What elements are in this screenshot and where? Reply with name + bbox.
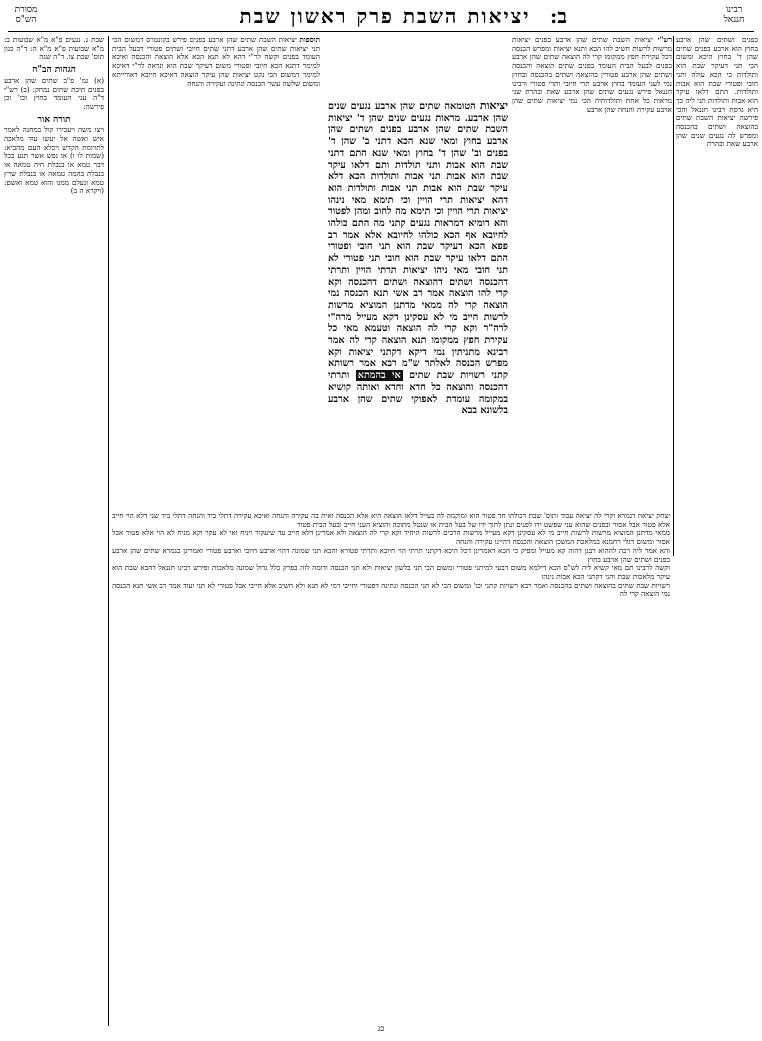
bottom-commentary <box>112 512 670 1012</box>
gemara-lead-word: יציאות <box>479 100 508 112</box>
commentary-paragraph: רשויות שבת שתים בהוצאה ושתים בהכנסה ואמר רבא רשויות קתני וכו' ומשום הכי לא תני הכנסה ונתינה דפטורי וחייבי דמי לא תנא ולא חשיב אלא חייבי אבל פטורי לא תני ועוד אמר רב אשי תנא הכנסה נמי הוצאה קרי לה <box>112 580 670 599</box>
hagahot-title: הגהות הב"ח <box>32 65 76 76</box>
daf-number: ב: <box>549 4 567 28</box>
hagahot-text: (א) גמ' פ"ב שתים שהן ארבע בפנים תיבת שתים נמחק: (ב) רש"י ד"ה עני העומד בחוץ וכו' וכן פירשה: <box>4 75 104 111</box>
rashi-text: יציאות השבת שתים שהן ארבע בפנים יציאות מרשות לרשות חשיב להו הכא ותנא יציאות ומפרש הכנסה דכל עקירת חפץ ממקומו קרי לה הוצאה שתים שהן ארבע בפנים לבעל הבית העומד בפנים שתים הוצאה והכנסה ושתים שהן ארבע פטורין בהוצאה ושתים בהכנסה ובחוץ נמי לעני העומד בחוץ ארבע תרי חיובי ותרי פטורי ורבינו חננאל פירש נגעים שתים שהן ארבע שאת ובהרת שני מראות כל אחת ותולדותיה הכי נמי יציאות שתים שהן ארבע עקירה והנחה שהן ארבע <box>512 36 672 114</box>
tosafot-column <box>112 36 320 506</box>
commentary-paragraph: ממאי מדתנן המוציא מרשות לרשות חייב מי לא עסקינן דקא מעייל מרשות הרבים לרשות היחיד וקא קרי לה הוצאה ולא אמרינן דלא חייב עד שיעקור ויניח ואי לא עקר וקא מניח לא הוי אלא פטור אבל אסור ומשום דגלי רחמנא במלאכת המשכן הוצאה והכנסה דהיינו עקירה והנחה <box>112 528 670 547</box>
masoret-label-line1: מסורת <box>14 5 38 15</box>
rabbeinu-label-line1: רבינו <box>725 5 743 15</box>
page-title: יציאות השבת פרק ראשון שבת <box>239 4 531 28</box>
rabbeinu-chananel-column <box>676 36 758 536</box>
gemara-body-2: ותרתי דהכנסה ושתים דהוצאה ושתים דהכנסה וקא קרי להו הוצאה אמר רב אשי תנא הכנסה נמי הוצאה קרי לה ממאי מדתנן המוציא מרשות לרשות חייב מי לא עסקינן דקא מעייל מרה"י לרה"ר וקא קרי לה הוצאה וטעמא מאי כל עקירת חפץ ממקומו תנא הוצאה קרי לה אמר רבינא מתניתין נמי דיקא דקתני יציאות וקא מפרש הכנסה לאלתר ש"מ רבא אמר רשותא קתני רשויות שבת שתים <box>328 264 508 382</box>
masoret-label <box>6 5 46 25</box>
masoret-text: שבת ג. נגעים פ"א מ"א שבועות ב: מ"א שבועות פ"א מ"א ה: ד"ה כגון תוס' שבת צו. ד"ה שגה <box>4 36 104 62</box>
header-rule <box>8 31 754 32</box>
page-number: כג <box>377 1024 385 1033</box>
commentary-paragraph: וקשה לרבינו תם מאי קשיא ליה לש"ס הכא דילמא משום דבעי למיתני פטורי ומשום הכי תני בלשון יציאות ולא תני הכנסה ודומה לזה בפרק כלל גדול שמונה מלאכות ופירש רבינו חננאל דהכא שבת הוא עיקר מלאכות שבת והני דקתני הכא אבות נינהו <box>112 563 670 581</box>
left-margin <box>4 36 104 596</box>
rabbeinu-chananel-text: בפנים ושתים שהן ארבע בחוץ הוא ארבע בפנים שתים שהן ד' בחוץ היכא ומשום הכי תני דעיקר שבת הוא ותולדות כי הכא עולה ותני חובי ופטורי שבת הוא אבות ותולדות. התם דלאו עיקר הוא אבות ותולדות תני ליה כך היא גרסת רבינו חננאל והכי פירשה יציאות השבת שתים בהוצאה ושתים בהכנסה ומפרש לה נגעים שנים שהן ארבע שאת ובהרת <box>676 36 758 149</box>
rabbeinu-label <box>712 5 756 25</box>
rabbeinu-label-line2: חננאל <box>723 15 745 25</box>
tosafot-text: יציאות השבת שתים שהן ארבע בפנים פירש בקונטרס דמשום הכי תני יציאות שתים שהן ארבע דתני שתים חיובי ושתים פטורי דבעל הבית העומד בפנים וקשה לר"י דהא לא תנא הכא אלא הוצאה והכנסה ואיכא למימר דתנא הכא חיובי ופטורי משום דעיקר שבת הוא ונראה לר"י דאיכא למימר דמשום הכי נקט יציאות שהן עיקר הוצאה דאיכא חיובא דאורייתא ומשום שלשה עשר הכנסה ונתינה ועקירה והנחה <box>112 36 320 88</box>
gemara-text <box>328 100 508 505</box>
margin-divider-right <box>673 36 674 556</box>
gemara-body: הטומאה שתים שהן ארבע נגעים שנים שהן ארבע. מראות נגעים שנים שהן ד' יציאות השבת שתים שהן ארבע בפנים ושתים שהן ארבע בחוץ ומאי שנא הכא דתני ב' שהן ד' בפנים וב' שהן ד' בחוץ ומאי שנא התם דתני שבת הוא אבות ותני תולדות ותם דלאו עיקר שבת הוא אבות תני אבות ותולדות הכא דלא עיקר שבת הוא אבות תני אבות ותולדות הוא דהא יציאות תרי הויין וכי תימא מאי נינהו יציאות תרי הויין וכי תימא מה לחוב ומהן לפטור והא דומיא דמראות נגעים קתני מה התם כולהו לחיובא אף הכא כולהו לחיובא אלא אמר רב פפא הכא דעיקר שבת הוא תני חובי ופטורי התם דלאו עיקר שבת הוא חובי תני פטורי לא תני חובי מאי ניהו יציאות תרתי הויין <box>328 101 508 276</box>
torah-ohr-text: ויצו משה ויעבירו קול במחנה לאמר איש ואשה אל יעשו עוד מלאכה לתרומת הקדש ויכלא העם מהביא: (שמות לו ו) או נפש אשר תגע בכל דבר טמא או בנבלת חיה טמאה או בנבלת בהמה טמאה או בנבלת שרץ טמא ונעלם ממנו והוא טמא ואשם: (ויקרא ה ב) <box>4 125 104 196</box>
commentary-paragraph: יצחק יציאה דגמרא וקרי לה יציאה עבוד ותוס' שבת דכולהו חד פטור הוא ומוקמה לה בעייל דלאו הוצאה היא אלא הכנסה ואית בה עקירה והנחה ואיכא עקירה דתלי ביד והנחה דתלי ביד שני דלא הוי חייב אלא פטור אבל אסור ובפנים שהוא עני שפשט ידו לפנים ונתן לתוך ידו של בעל הבית או שנטל מתוכה והוציא העני חייב ובעל הבית פטור <box>112 512 670 529</box>
margin-divider-left <box>108 36 109 1026</box>
highlighted-phrase: אי בהמתא <box>357 370 401 382</box>
tosafot-title: תוספות <box>299 36 320 44</box>
commentary-paragraph: והא אמר ליה רבה לההוא רבנן דהוה קא מעייל ומפיק כי הכא דאמרינן דכל היכא דקתני תרתי הוי חיובא ותרתי פטורא והכא תני שמונה דהוי ארבע חיובי וארבע פטורי ואמרינן בגמרא שתים שהן ארבע בפנים ושתים שהן ארבע בחוץ <box>112 545 670 564</box>
gemara-body-3: ותרתי דהכנסה והוצאה כל חדא וחדא ואותה קושיא במקומה עומדת לאפוקי שתים שהן ארבע בלשונא בבא <box>328 370 508 417</box>
torah-ohr-title: תורה אור <box>37 114 71 125</box>
masoret-label-line2: הש"ס <box>15 15 37 25</box>
page-header <box>0 4 762 30</box>
rashi-column <box>512 36 672 496</box>
rashi-title: רש"י <box>657 36 672 44</box>
